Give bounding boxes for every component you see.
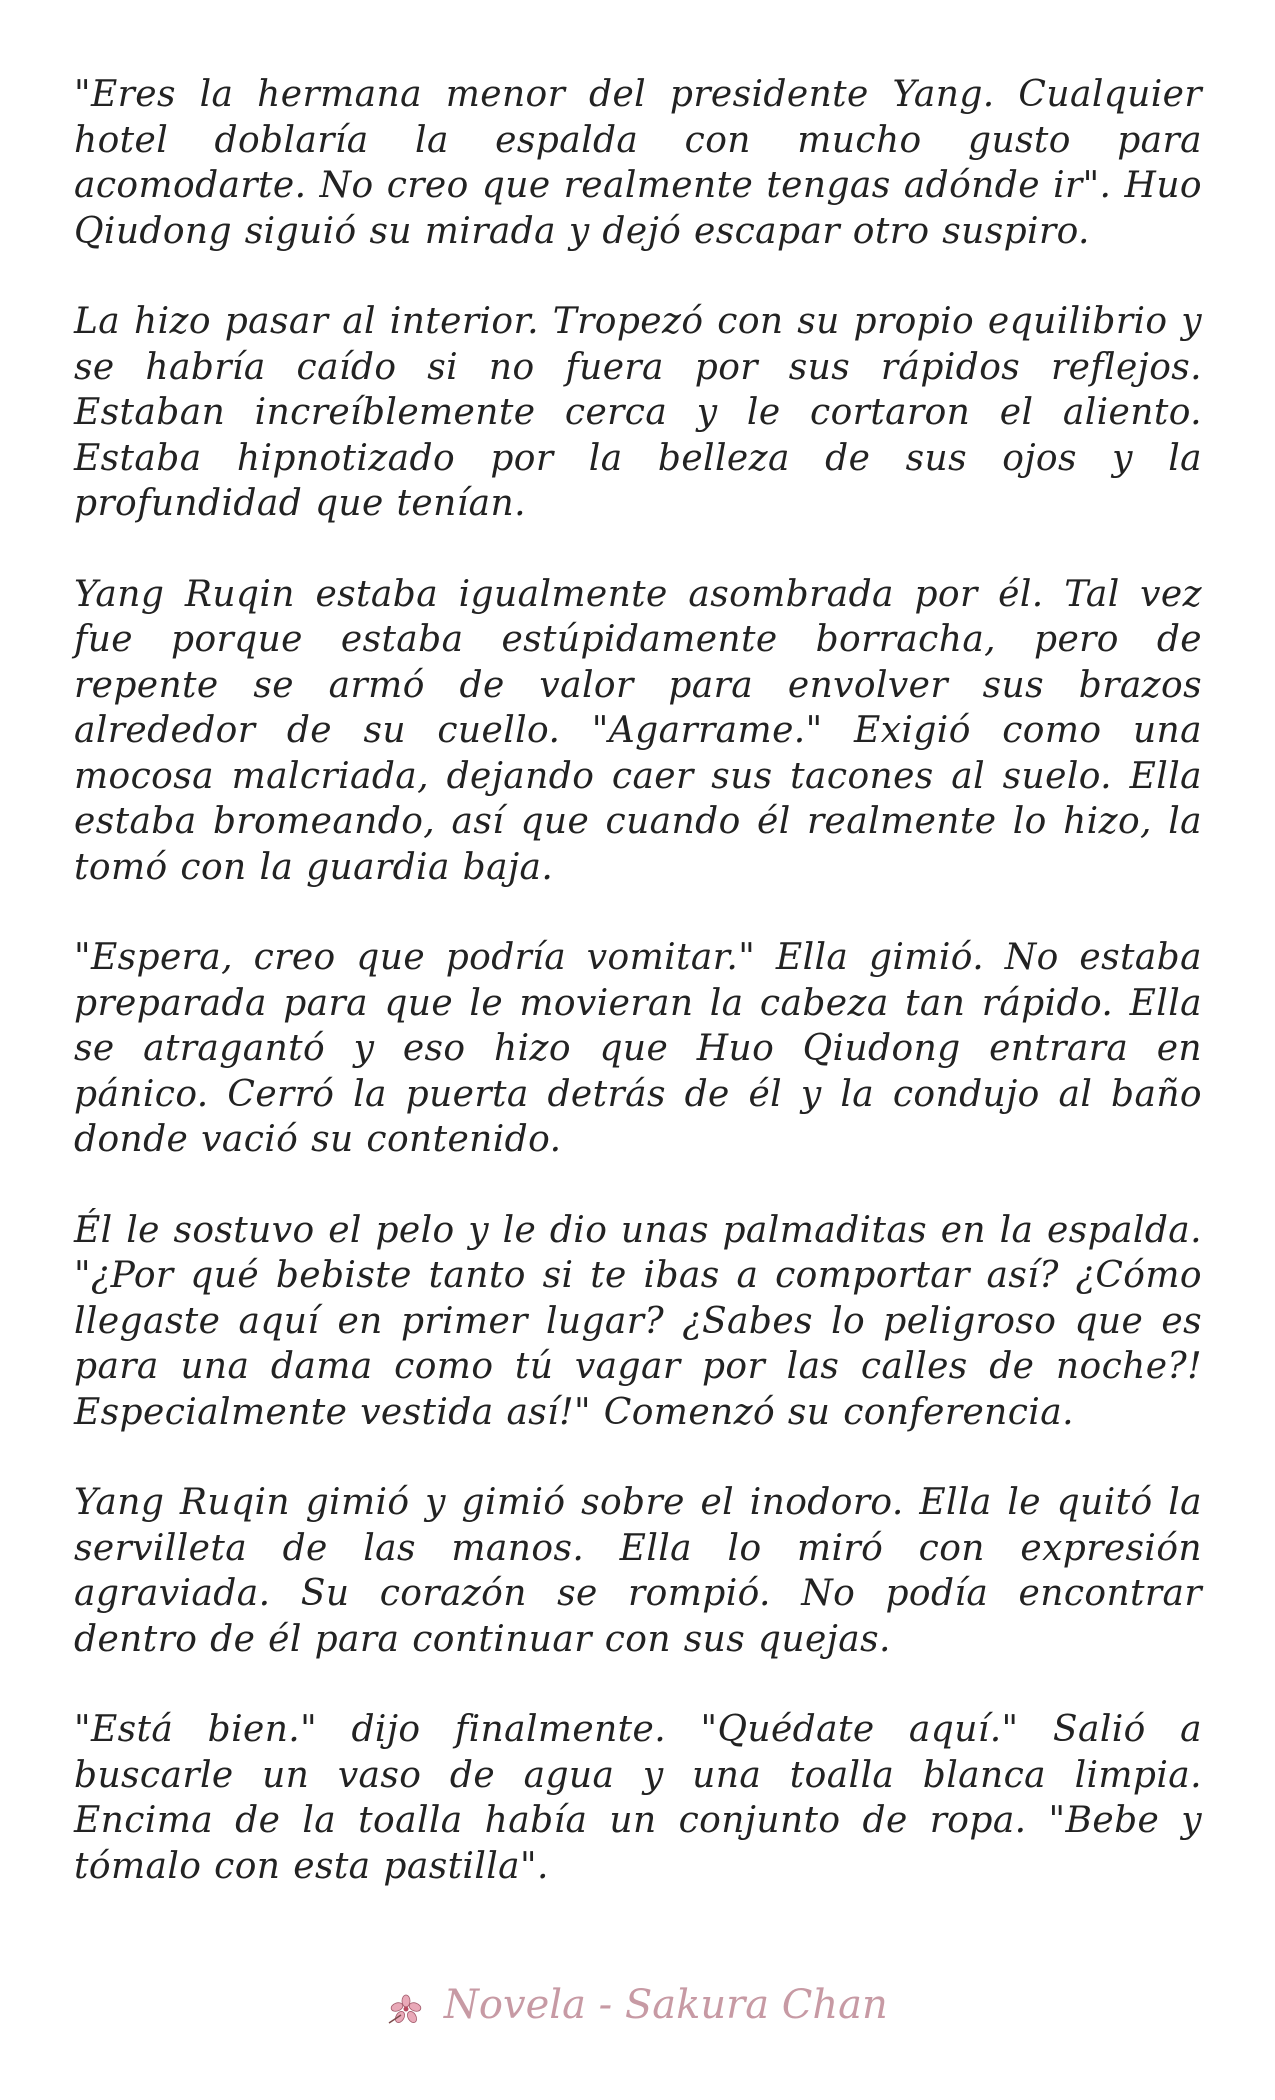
paragraph-1: "Eres la hermana menor del presidente Yang. Cualquier hotel doblaría la espalda con mucho gusto para acomodarte. No creo que realmente tengas adónde ir". Huo Qiudong siguió su mirada y dejó escapar otro suspiro. [74,74,1202,252]
paragraph-2: La hizo pasar al interior. Tropezó con su propio equilibrio y se habría caído si no fuera por sus rápidos reflejos. Estaban increíblemente cerca y le cortaron el aliento. Estaba hipnotizado por la belleza de sus ojos y la profundidad que tenían. [74,301,1202,524]
paragraph-7: "Está bien." dijo finalmente. "Quédate aquí." Salió a buscarle un vaso de agua y una toalla blanca limpia. Encima de la toalla había un conjunto de ropa. "Bebe y tómalo con esta pastilla". [74,1709,1202,1887]
story-text [74,72,1202,1934]
paragraph-3: Yang Ruqin estaba igualmente asombrada por él. Tal vez fue porque estaba estúpidamente borracha, pero de repente se armó de valor para envolver sus brazos alrededor de su cuello. "Agarrame." Exigió como una mocosa malcriada, dejando caer sus tacones al suelo. Ella estaba bromeando, así que cuando él realmente lo hizo, la tomó con la guardia baja. [74,573,1202,888]
watermark [0,1982,1275,2028]
sakura-flower-icon [387,1991,425,2025]
paragraph-6: Yang Ruqin gimió y gimió sobre el inodoro. Ella le quitó la servilleta de las manos. Ella lo miró con expresión agraviada. Su corazón se rompió. No podía encontrar dentro de él para continuar con sus quejas. [74,1482,1202,1660]
paragraph-5: Él le sostuvo el pelo y le dio unas palmaditas en la espalda. "¿Por qué bebiste tanto si te ibas a comportar así? ¿Cómo llegaste aquí en primer lugar? ¿Sabes lo peligroso que es para una dama como tú vagar por las calles de noche?! Especialmente vestida así!" Comenzó su conferencia. [74,1209,1202,1433]
watermark-text: Novela - Sakura Chan [443,1982,888,2028]
paragraph-4: "Espera, creo que podría vomitar." Ella gimió. No estaba preparada para que le movieran la cabeza tan rápido. Ella se atragantó y eso hizo que Huo Qiudong entrara en pánico. Cerró la puerta detrás de él y la condujo al baño donde vació su contenido. [74,937,1202,1160]
